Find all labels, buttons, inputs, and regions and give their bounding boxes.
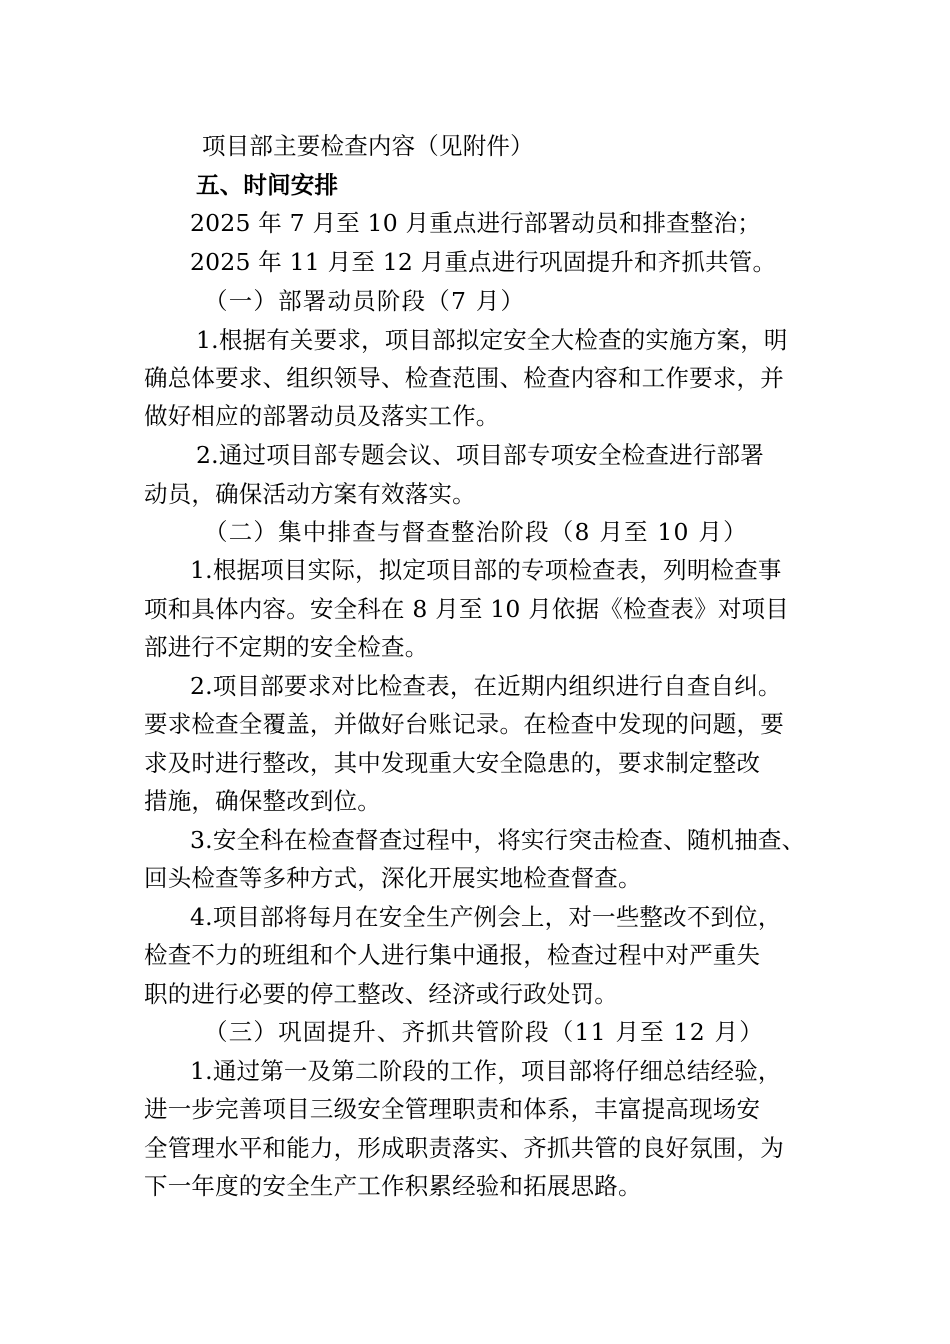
paragraph-line: 项和具体内容。安全科在 8 月至 10 月依据《检查表》对项目 bbox=[144, 595, 789, 623]
schedule-line: 2025 年 11 月至 12 月重点进行巩固提升和齐抓共管。 bbox=[190, 248, 777, 276]
subsection-heading: （三）巩固提升、齐抓共管阶段（11 月至 12 月） bbox=[204, 1018, 764, 1046]
attachment-note: 项目部主要检查内容（见附件） bbox=[202, 132, 534, 160]
paragraph-line: 检查不力的班组和个人进行集中通报，检查过程中对严重失 bbox=[144, 941, 761, 969]
paragraph-line: 部进行不定期的安全检查。 bbox=[144, 633, 429, 661]
paragraph-line: 下一年度的安全生产工作积累经验和拓展思路。 bbox=[144, 1172, 642, 1200]
paragraph-line: 2.通过项目部专题会议、项目部专项安全检查进行部署 bbox=[196, 441, 764, 469]
paragraph-line: 1.通过第一及第二阶段的工作，项目部将仔细总结经验， bbox=[190, 1057, 782, 1085]
paragraph-line: 职的进行必要的停工整改、经济或行政处罚。 bbox=[144, 980, 618, 1008]
paragraph-line: 1.根据有关要求，项目部拟定安全大检查的实施方案，明 bbox=[196, 326, 788, 354]
subsection-heading: （二）集中排查与督查整治阶段（8 月至 10 月） bbox=[204, 518, 748, 546]
paragraph-line: 回头检查等多种方式，深化开展实地检查督查。 bbox=[144, 864, 642, 892]
paragraph-line: 全管理水平和能力，形成职责落实、齐抓共管的良好氛围，为 bbox=[144, 1134, 784, 1162]
schedule-line: 2025 年 7 月至 10 月重点进行部署动员和排查整治； bbox=[190, 209, 762, 237]
paragraph-line: 2.项目部要求对比检查表，在近期内组织进行自查自纠。 bbox=[190, 672, 782, 700]
paragraph-line: 4.项目部将每月在安全生产例会上，对一些整改不到位， bbox=[190, 903, 782, 931]
paragraph-line: 求及时进行整改，其中发现重大安全隐患的，要求制定整改 bbox=[144, 749, 761, 777]
paragraph-line: 3.安全科在检查督查过程中，将实行突击检查、随机抽查、 bbox=[190, 826, 806, 854]
paragraph-line: 动员，确保活动方案有效落实。 bbox=[144, 480, 476, 508]
paragraph-line: 确总体要求、组织领导、检查范围、检查内容和工作要求，并 bbox=[144, 364, 784, 392]
subsection-heading: （一）部署动员阶段（7 月） bbox=[204, 287, 526, 315]
paragraph-line: 要求检查全覆盖，并做好台账记录。在检查中发现的问题，要 bbox=[144, 710, 784, 738]
paragraph-line: 做好相应的部署动员及落实工作。 bbox=[144, 402, 500, 430]
paragraph-line: 措施，确保整改到位。 bbox=[144, 787, 381, 815]
section-heading: 五、时间安排 bbox=[196, 171, 339, 199]
paragraph-line: 1.根据项目实际，拟定项目部的专项检查表，列明检查事 bbox=[190, 556, 782, 584]
paragraph-line: 进一步完善项目三级安全管理职责和体系，丰富提高现场安 bbox=[144, 1095, 761, 1123]
